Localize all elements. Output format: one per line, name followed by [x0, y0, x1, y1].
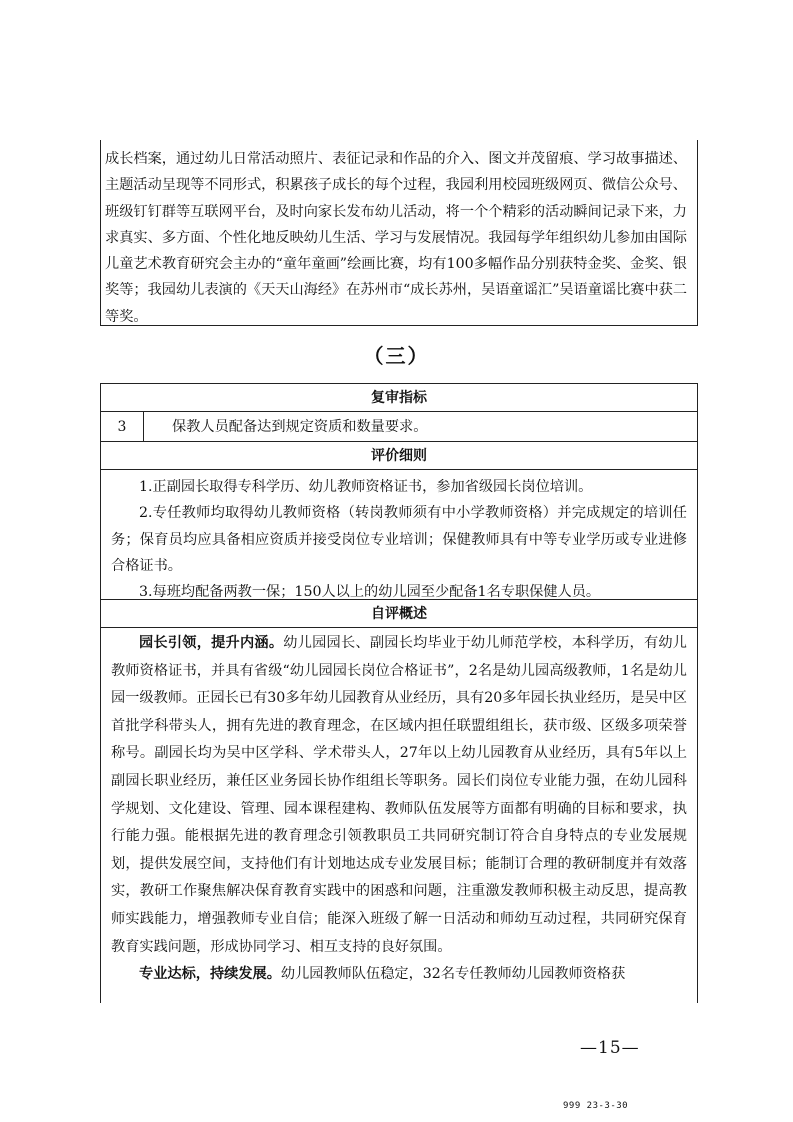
indicator-text: 保教人员配备达到规定资质和数量要求。 [172, 419, 428, 435]
summary-lead-2: 专业达标，持续发展。 [139, 966, 281, 983]
summary-paragraph-1 [111, 630, 687, 961]
self-evaluation-cell [101, 628, 697, 989]
section-title: （三） [363, 344, 430, 368]
summary-text-2: 幼儿园教师队伍稳定，32名专任教师幼儿园教师资格获 [280, 966, 626, 983]
review-indicator-header: 复审指标 [101, 384, 697, 412]
indicator-row [101, 412, 697, 442]
criteria-cell [101, 470, 697, 600]
continued-text-box [100, 140, 698, 326]
criteria-item-3: 3.每班均配备两教一保；150人以上的幼儿园至少配备1名专职保健人员。 [139, 584, 601, 601]
evaluation-table [100, 383, 698, 1003]
summary-paragraph-2 [111, 961, 687, 989]
criteria-header: 评价细则 [101, 442, 697, 470]
page-number: —15— [580, 1038, 640, 1058]
footer-code: 999 23-3-30 [563, 1101, 629, 1111]
criteria-item-1: 1.正副园长取得专科学历、幼儿教师资格证书，参加省级园长岗位培训。 [139, 479, 593, 495]
summary-text-1: 幼儿园园长、副园长均毕业于幼儿师范学校，本科学历，有幼儿教师资格证书，并具有省级“幼儿园园长岗位合格证书”，2名是幼儿园高级教师，1名是幼儿园一级教师。正园长已有30多年幼儿园教育从业经历，具有20多年园长执业经历，是吴中区首批学科带头人，拥有先进的教育理念，在区域内担任联盟组组长，获市级、区级多项荣誉称号。副园长均为吴中区学科、学术带头人，27年以上幼儿园教育从业经历，具有5年以上副园长职业经历，兼任区业务园长协作组组长等职务。园长们岗位专业能力强，在幼儿园科学规划、文化建设、管理、园本课程建构、教师队伍发展等方面都有明确的目标和要求，执行能力强。能根据先进的教育理念引领教职员工共同研究制订符合自身特点的专业发展规划，提供发展空间，支持他们有计划地达成专业发展目标；能制订合理的教研制度并有效落实，教研工作聚焦解决保育教育实践中的困惑和问题，注重激发教师积极主动反思，提高教师实践能力，增强教师专业自信；能深入班级了解一日活动和师幼互动过程，共同研究保育教育实践问题，形成协同学习、相互支持的良好氛围。 [111, 635, 687, 955]
summary-lead-1: 园长引领，提升内涵。 [139, 635, 284, 651]
criteria-item-2: 2.专任教师均取得幼儿教师资格（转岗教师须有中小学教师资格）并完成规定的培训任务；保育员均应具备相应资质并接受岗位专业培训；保健教师具有中等专业学历或专业进修合格证书。 [111, 505, 687, 574]
indicator-number: 3 [101, 412, 144, 441]
self-evaluation-header: 自评概述 [101, 600, 697, 628]
continued-paragraph: 成长档案，通过幼儿日常活动照片、表征记录和作品的介入、图文并茂留痕、学习故事描述、主题活动呈现等不同形式，积累孩子成长的每个过程，我园利用校园班级网页、微信公众号、班级钉钉群等互联网平台，及时向家长发布幼儿活动，将一个个精彩的活动瞬间记录下来，力求真实、多方面、个性化地反映幼儿生活、学习与发展情况。我园每学年组织幼儿参加由国际儿童艺术教育研究会主办的“童年童画”绘画比赛，均有100多幅作品分别获特金奖、金奖、银奖等；我园幼儿表演的《天天山海经》在苏州市“成长苏州，吴语童谣汇”吴语童谣比赛中获二等奖。 [105, 151, 688, 325]
